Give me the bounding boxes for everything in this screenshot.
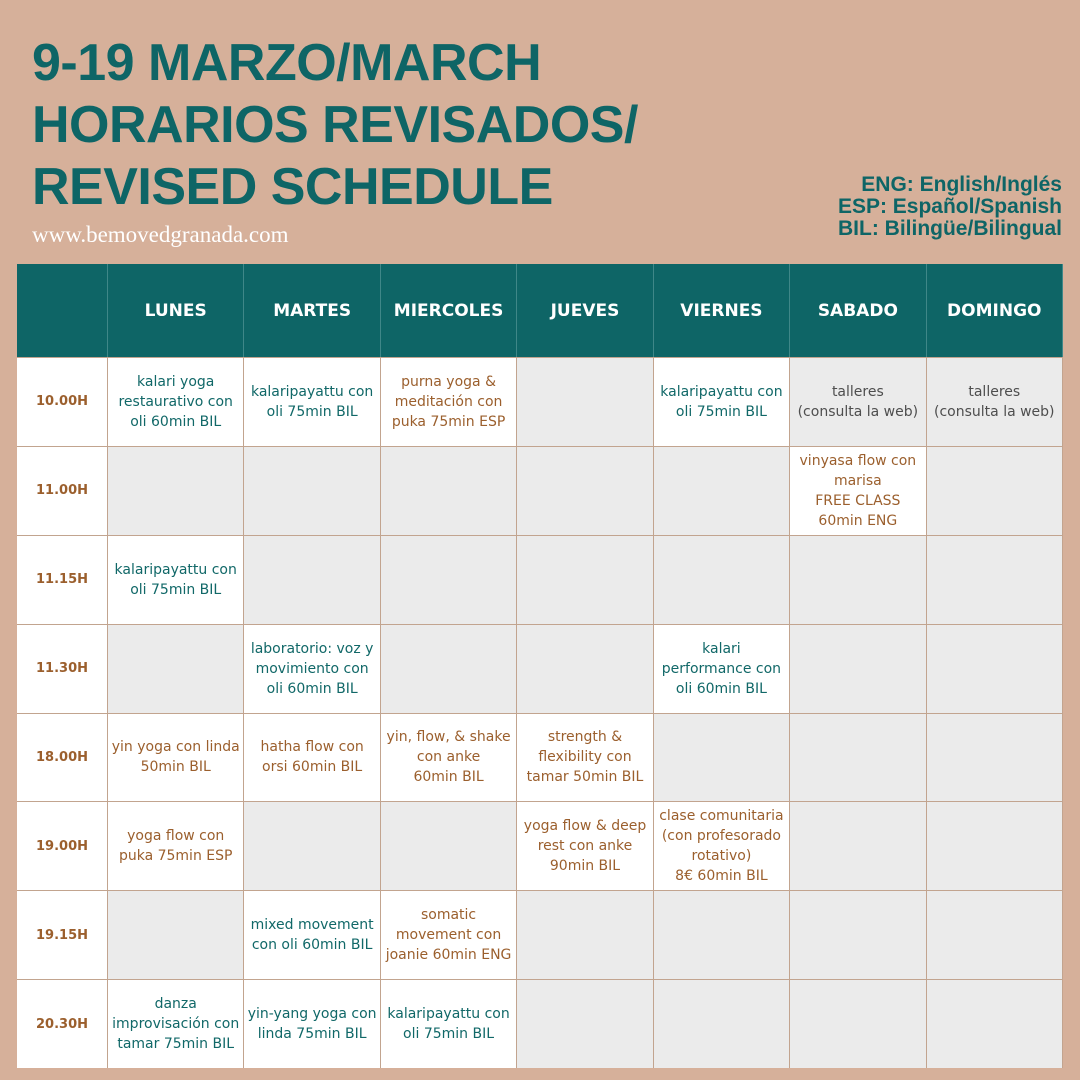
empty-cell (654, 890, 790, 979)
time-label: 11.00H (17, 446, 108, 535)
class-cell (381, 357, 517, 446)
class-cell (108, 801, 244, 890)
class-text: danza improvisación con tamar 75min BIL (112, 996, 240, 1053)
time-label: 11.15H (17, 535, 108, 624)
class-cell (517, 713, 653, 802)
time-label: 10.00H (17, 357, 108, 446)
class-text: strength & flexibility con tamar 50min BIL (526, 729, 644, 786)
class-cell (381, 890, 517, 979)
class-text: yoga flow & deep rest con anke 90min BIL (523, 818, 647, 875)
legend-esp: ESP: Español/Spanish (837, 195, 1062, 218)
empty-cell (517, 890, 653, 979)
class-text: vinyasa flow con marisa FREE CLASS 60min ENG (799, 452, 917, 529)
class-text: clase comunitaria (con profesorado rotativo) 8€ 60min BIL (659, 808, 784, 885)
class-cell (108, 713, 244, 802)
class-text: laboratorio: voz y movimiento con oli 60min BIL (250, 640, 374, 697)
empty-cell (517, 624, 653, 713)
empty-cell (654, 446, 790, 535)
empty-cell (790, 890, 926, 979)
empty-cell (517, 535, 653, 624)
empty-cell (381, 446, 517, 535)
class-cell (790, 357, 926, 446)
empty-cell (927, 801, 1063, 890)
schedule-table (17, 264, 1063, 1068)
class-cell (108, 979, 244, 1068)
class-cell (244, 979, 380, 1068)
empty-cell (927, 890, 1063, 979)
empty-cell (381, 801, 517, 890)
day-header: VIERNES (654, 264, 790, 357)
day-header: LUNES (108, 264, 244, 357)
class-text: yin yoga con linda 50min BIL (111, 739, 240, 776)
class-text: somatic movement con joanie 60min ENG (385, 907, 512, 964)
empty-cell (517, 446, 653, 535)
class-text: kalaripayattu con oli 75min BIL (660, 383, 783, 420)
class-cell (244, 357, 380, 446)
empty-cell (244, 535, 380, 624)
empty-cell (654, 979, 790, 1068)
empty-cell (790, 713, 926, 802)
day-header: DOMINGO (927, 264, 1063, 357)
empty-cell (654, 713, 790, 802)
time-label: 11.30H (17, 624, 108, 713)
language-legend (838, 174, 1062, 240)
empty-cell (927, 979, 1063, 1068)
empty-cell (790, 535, 926, 624)
title-line-horarios: HORARIOS REVISADOS/ (32, 96, 638, 154)
class-text: mixed movement con oli 60min BIL (250, 917, 374, 954)
empty-cell (790, 801, 926, 890)
time-label: 19.00H (17, 801, 108, 890)
class-cell (108, 535, 244, 624)
page-title (32, 32, 638, 218)
empty-cell (517, 357, 653, 446)
class-cell (517, 801, 653, 890)
empty-cell (790, 624, 926, 713)
empty-cell (927, 624, 1063, 713)
legend-eng: ENG: English/Inglés (861, 173, 1062, 196)
class-cell (790, 446, 926, 535)
empty-cell (381, 535, 517, 624)
class-cell (108, 357, 244, 446)
empty-cell (927, 446, 1063, 535)
empty-cell (927, 713, 1063, 802)
class-text: kalari yoga restaurativo con oli 60min BIL (118, 373, 233, 430)
class-text: hatha flow con orsi 60min BIL (260, 739, 364, 776)
class-cell (244, 890, 380, 979)
class-cell (654, 357, 790, 446)
empty-cell (244, 801, 380, 890)
time-label: 18.00H (17, 713, 108, 802)
empty-cell (108, 446, 244, 535)
day-header: JUEVES (517, 264, 653, 357)
empty-cell (790, 979, 926, 1068)
empty-cell (244, 446, 380, 535)
day-header: MIERCOLES (381, 264, 517, 357)
day-header: MARTES (244, 264, 380, 357)
class-cell (244, 713, 380, 802)
class-text: yin-yang yoga con linda 75min BIL (247, 1006, 377, 1043)
empty-cell (927, 535, 1063, 624)
class-cell (381, 979, 517, 1068)
day-header: SABADO (790, 264, 926, 357)
empty-cell (654, 535, 790, 624)
header-corner (17, 264, 108, 357)
legend-bil: BIL: Bilingüe/Bilingual (838, 217, 1062, 240)
empty-cell (108, 890, 244, 979)
empty-cell (517, 979, 653, 1068)
empty-cell (108, 624, 244, 713)
class-text: kalaripayattu con oli 75min BIL (387, 1006, 510, 1043)
time-label: 19.15H (17, 890, 108, 979)
class-cell (244, 624, 380, 713)
class-cell (654, 801, 790, 890)
class-text: purna yoga & meditación con puka 75min ESP (391, 373, 506, 430)
class-text: kalaripayattu con oli 75min BIL (114, 561, 237, 598)
class-text: yoga flow con puka 75min ESP (118, 828, 233, 865)
class-cell (654, 624, 790, 713)
time-label: 20.30H (17, 979, 108, 1068)
class-cell (381, 713, 517, 802)
class-text: yin, flow, & shake con anke 60min BIL (386, 729, 511, 786)
title-line-dates: 9-19 MARZO/MARCH (32, 34, 542, 92)
class-text: talleres (consulta la web) (797, 383, 919, 420)
class-cell (927, 357, 1063, 446)
class-text: kalari performance con oli 60min BIL (661, 640, 782, 697)
website-link[interactable]: www.bemovedgranada.com (32, 222, 289, 247)
class-text: kalaripayattu con oli 75min BIL (250, 383, 374, 420)
class-text: talleres (consulta la web) (934, 383, 1055, 420)
title-line-schedule: REVISED SCHEDULE (32, 158, 553, 216)
empty-cell (381, 624, 517, 713)
